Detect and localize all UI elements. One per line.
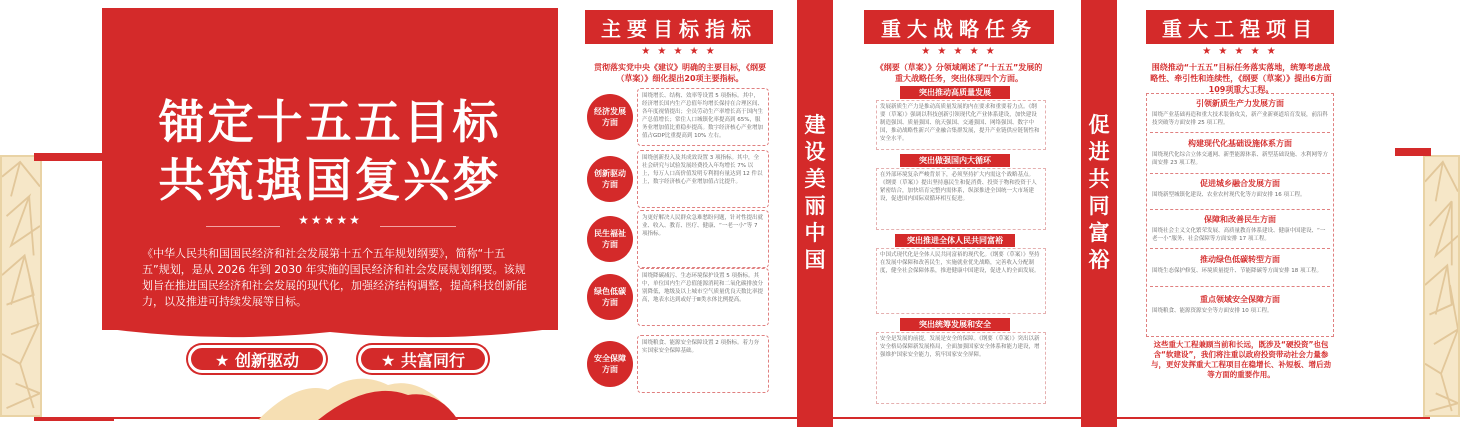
- banner-char: 建: [804, 113, 826, 137]
- hero-title-line2: 共筑强国复兴梦: [158, 153, 502, 207]
- section-text: 发展新质生产力是推动高质量发展的内在要求和重要着力点。《纲要（草案）》强调以科技创新引领现代化产业体系建设，加快建设制造强国、质量强国、航天强国、交通强国、网络强国、数字中国，推动战略性新兴产业融合集群发展，提升产业链供应链韧性和安全水平。: [876, 100, 1046, 150]
- banner-common-prosperity: [1081, 0, 1117, 427]
- banner-char: 丽: [804, 194, 826, 218]
- banner-char: 富: [1088, 221, 1110, 245]
- divider: [1150, 209, 1330, 210]
- section-text: 中国式现代化是全体人民共同富裕的现代化。《纲要（草案）》坚持在发展中保障和改善民生，实施就业优先战略，完善收入分配制度，健全社会保障体系，推进健康中国建设，促进人的全面发展。: [876, 248, 1046, 314]
- prosperity-pill: ★ 共富同行: [358, 345, 488, 373]
- project-text: 围绕现代化综合立体交通网、新型能源体系、新型基础设施、水利网等方面安排 23 项工程。: [1152, 152, 1329, 166]
- section-text: 在外部环境复杂严峻背景下，必须坚持扩大内需这个战略基点。《纲要（草案）》提出坚持惠民生和促消费、投资于物和投资于人紧密结合，加快培育完整内需体系，纵深推进全国统一大市场建设，促进国内国际双循环相互促进。: [876, 168, 1046, 230]
- project-title: 保障和改善民生方面: [1204, 215, 1276, 224]
- divider: [1150, 286, 1330, 287]
- col2-title: 重大战略任务: [864, 10, 1054, 44]
- section-title: 突出推动高质量发展: [900, 86, 1010, 99]
- col3-stars: ★ ★ ★ ★ ★: [1202, 46, 1278, 57]
- goal-security: [587, 335, 769, 399]
- hero-stars: ★★★★★: [280, 213, 380, 227]
- banner-char: 国: [804, 248, 826, 272]
- col3-intro: 围绕推动“十五五”目标任务落实落地，统筹考虑战略性、牵引性和连续性，《纲要（草案）》提出6方面109项重大工程。: [1150, 63, 1332, 94]
- goal-label: 民生福祉 方面: [587, 216, 633, 262]
- goal-text: 为更好解决人民群众急难愁盼问题，针对性提出就业、收入、教育、医疗、健康、“一老一小”等 7 项指标。: [637, 210, 769, 268]
- hero-curve: [102, 322, 558, 342]
- section-title: 突出统筹发展和安全: [900, 318, 1010, 331]
- col2-intro: 《纲要（草案）》分领域阐述了“十五五”发展的重大战略任务，突出体现四个方面。: [875, 63, 1043, 83]
- col1-stars: ★ ★ ★ ★ ★: [641, 46, 717, 57]
- banner-char: 共: [1088, 167, 1110, 191]
- divider: [1150, 132, 1330, 133]
- banner-char: 促: [1088, 113, 1110, 137]
- project-text: 围绕产业基础再造和重大技术装备攻关，新产业新赛道培育发展，前沿科技突破等方面安排 25 项工程。: [1152, 112, 1329, 126]
- goal-label: 绿色低碳 方面: [587, 274, 633, 320]
- project-text: 围绕生态保护修复、环境质量提升、节能降碳等方面安排 18 项工程。: [1152, 268, 1322, 274]
- banner-beautiful-china: [797, 0, 833, 427]
- col3-footer: 这些重大工程兼顾当前和长远，既涉及“硬投资”也包含“软建设”，我们将注重以政府投资带动社会力量参与，更好发挥重大工程项目在稳增长、补短板、增后劲等方面的重要作用。: [1151, 340, 1331, 379]
- goal-label: 经济发展 方面: [587, 94, 633, 140]
- right-frame-bar: [1395, 148, 1431, 156]
- col3-title: 重大工程项目: [1146, 10, 1334, 44]
- section-title: 突出做强国内大循环: [900, 154, 1010, 167]
- hero-panel: [102, 8, 558, 330]
- col1-intro: 贯彻落实党中央《建议》明确的主要目标，《纲要（草案）》细化提出20项主要指标。: [594, 63, 766, 83]
- col2-stars: ★ ★ ★ ★ ★: [921, 46, 997, 57]
- banner-char: 进: [1088, 140, 1110, 164]
- goal-economy: [587, 88, 769, 152]
- right-lattice-panel: [1423, 155, 1460, 417]
- goal-label: 安全保障 方面: [587, 341, 633, 387]
- goal-label: 创新驱动 方面: [587, 156, 633, 202]
- project-title: 引领新质生产力发展方面: [1196, 99, 1284, 108]
- banner-char: 设: [804, 140, 826, 164]
- banner-char: 裕: [1088, 248, 1110, 272]
- innovation-pill: ★ 创新驱动: [188, 345, 326, 373]
- section-text: 安全是发展的前提，发展是安全的保障。《纲要（草案）》突出以新安全格局保障新发展格局，全面加强国家安全体系和能力建设，增强维护国家安全能力，筑牢国家安全屏障。: [876, 332, 1046, 404]
- goal-text: 围绕创新投入及其成效设置 3 项指标。其中，全社会研究与试验发展经费投入年均增长 7% 以上，每万人口高价值发明专利拥有量达到 12 件以上，数字经济核心产业增加值占比提升。: [637, 150, 769, 208]
- project-text: 围绕社会主义文化繁荣发展、高质量教育体系建设、健康中国建设、“一老一小”服务、社会保障等方面安排 17 项工程。: [1152, 228, 1326, 242]
- col1-title: 主要目标指标: [585, 10, 773, 44]
- banner-char: 美: [804, 167, 826, 191]
- project-title: 推动绿色低碳转型方面: [1200, 255, 1280, 264]
- section-title: 突出推进全体人民共同富裕: [895, 234, 1015, 247]
- project-title: 重点领域安全保障方面: [1200, 295, 1280, 304]
- bottom-frame-line: [34, 417, 1430, 419]
- goal-text: 围绕粮食、能源安全保障设置 2 项指标。着力夯实国家安全保障基础。: [637, 335, 769, 393]
- hero-description: 《中华人民共和国国民经济和社会发展第十五个五年规划纲要》，简称“十五五”规划，是从 2026 年到 2030 年实施的国民经济和社会发展规划纲要。该规划旨在推进国民经济和社会发展的现代化，加强经济结构调整，提高科技创新能力，以及推进可持续发展等目标。: [142, 247, 527, 308]
- project-text: 围绕粮食、能源资源安全等方面安排 10 项工程。: [1152, 308, 1273, 314]
- goal-livelihood: [587, 210, 769, 274]
- goal-text: 围绕增长、结构、效率等设置 5 项指标。其中，经济增长国内生产总值年均增长保持在合理区间、各年度视情提出；全员劳动生产率增长高于国内生产总值增长；常住人口城镇化率提高到 65%，服务业增加值比重稳步提高。数字经济核心产业增加值占GDP比重提高到 10% 左右。: [637, 88, 769, 146]
- banner-char: 中: [804, 221, 826, 245]
- goal-text: 围绕降碳减污、生态环境保护设置 5 项指标。其中，单位国内生产总值能源消耗和二氧化碳排放分别降低，地级及以上城市空气质量优良天数比率提高，地表水达到或好于Ⅲ类水体比例提高。: [637, 268, 769, 326]
- project-title: 促进城乡融合发展方面: [1200, 179, 1280, 188]
- divider: [1150, 173, 1330, 174]
- hero-title-line1: 锚定十五五目标: [158, 95, 502, 149]
- project-text: 围绕新型城镇化建设、农业农村现代化等方面安排 16 项工程。: [1152, 192, 1306, 198]
- banner-char: 同: [1088, 194, 1110, 218]
- goal-innovation: [587, 150, 769, 214]
- goal-green: [587, 268, 769, 332]
- project-title: 构建现代化基础设施体系方面: [1188, 139, 1292, 148]
- divider: [1150, 248, 1330, 249]
